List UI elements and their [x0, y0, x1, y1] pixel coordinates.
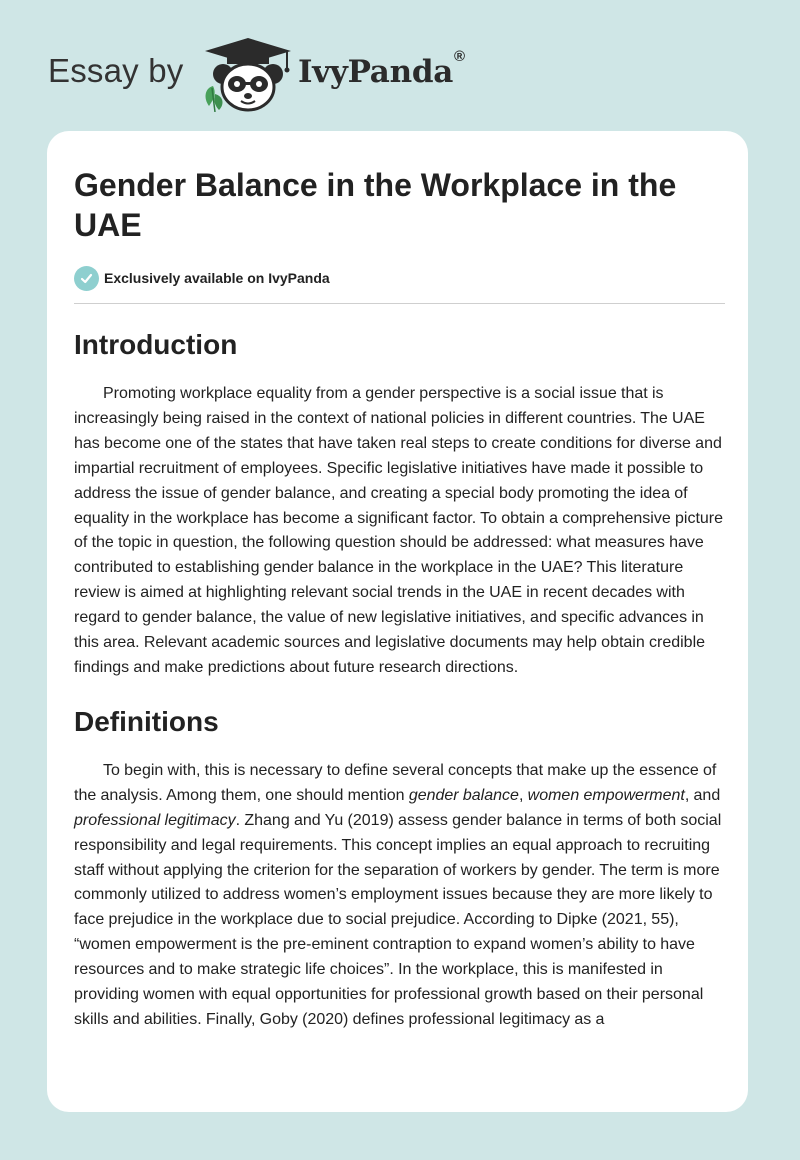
definitions-text: . Zhang and Yu (2019) assess gender balance in terms of both social responsibility and legal requirements. This concept implies an equal approach to recruiting staff without applying the criterion for the separation of workers by gender. The term is more commonly utilized to address women’s employment issues because they are more likely to face prejudice in the workplace due to social prejudice. According to Dipke (2021, 55), “women empowerment is the pre-eminent contraption to expand women’s ability to have resources and to make strategic life choices”. In the workplace, this is manifested in providing women with equal opportunities for professional growth based on their personal skills and abilities. Finally, Goby (2020) defines professional legitimacy as a [74, 811, 722, 1028]
section-heading-introduction: Introduction [74, 329, 238, 360]
panda-graduate-icon [201, 36, 296, 112]
registered-mark: ® [454, 48, 465, 65]
site-brand[interactable] [48, 34, 488, 110]
definitions-paragraph [74, 759, 725, 1033]
term-professional-legitimacy: professional legitimacy [74, 811, 236, 829]
article-body [74, 165, 725, 1033]
title-divider [74, 303, 725, 304]
brand-prefix: Essay by [48, 52, 184, 89]
definitions-text: , [518, 786, 528, 804]
term-women-empowerment: women empowerment [527, 786, 685, 804]
article-title: Gender Balance in the Workplace in the UAE [74, 167, 677, 243]
definitions-text: To begin with, this is necessary to define several concepts that make up the essence of the analysis. Among them, one should mention [74, 761, 717, 804]
definitions-text: , and [684, 786, 721, 804]
section-heading-definitions: Definitions [74, 705, 219, 737]
exclusive-badge [74, 264, 725, 292]
term-gender-balance: gender balance [408, 786, 519, 804]
introduction-paragraph: Promoting workplace equality from a gender perspective is a social issue that is increasingly being raised in the context of national policies in different countries. The UAE has become one of the states that have taken real steps to create conditions for diverse and impartial recruitment of employees. Specific legislative initiatives have made it possible to address the issue of gender balance, and creating a special body promoting the idea of equality in the workplace has become a significant factor. To obtain a comprehensive picture of the topic in question, the following question should be addressed: what measures have contributed to establishing gender balance in the workplace in the UAE? This literature review is aimed at highlighting relevant social trends in the UAE in recent decades with regard to gender balance, the value of new legislative initiatives, and specific advances in this area. Relevant academic sources and legislative documents may help obtain credible findings and make predictions about future research directions. [74, 385, 724, 676]
exclusive-badge-text: Exclusively available on IvyPanda [104, 270, 330, 286]
check-icon [74, 266, 99, 291]
brand-name: IvyPanda® [298, 48, 465, 90]
article-card [47, 131, 748, 1112]
ivy-leaf-icon [206, 86, 223, 112]
